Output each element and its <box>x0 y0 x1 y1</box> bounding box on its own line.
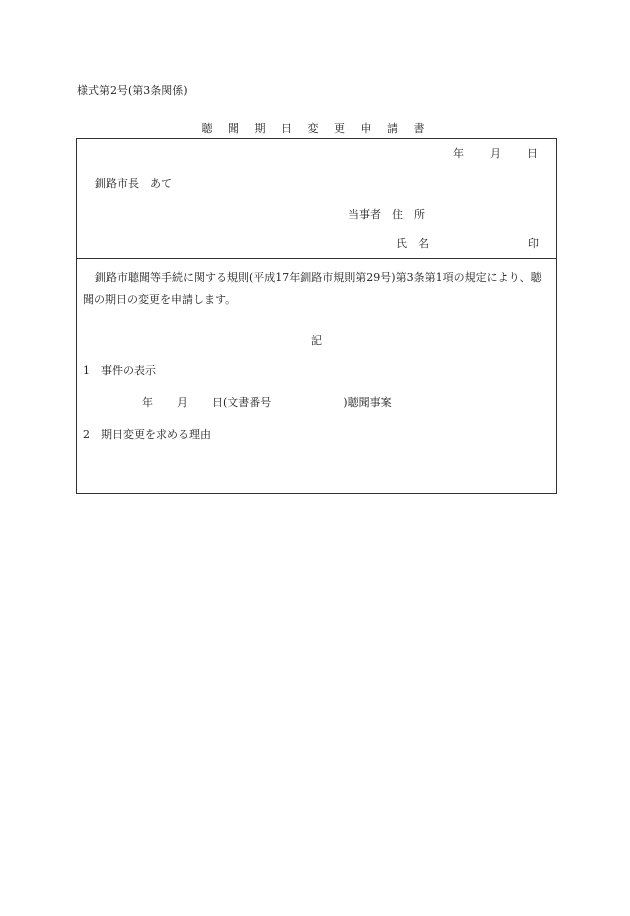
form-number-label: 様式第2号(第3条関係) <box>77 84 188 97</box>
request-body-text: 釧路市聴聞等手続に関する規則(平成17年釧路市規則第29号)第3条第1項の規定により、聴聞の期日の変更を申請します。 <box>83 271 542 306</box>
date-day: 日 <box>527 147 538 160</box>
case-hearing-label: )聴聞事案 <box>343 396 392 409</box>
seal-mark: 印 <box>528 237 539 250</box>
date-year: 年 <box>453 147 464 160</box>
case-reference-line <box>142 396 392 410</box>
ki-heading: 記 <box>311 334 322 347</box>
item-1-case-display: 1 事件の表示 <box>83 364 156 377</box>
item-2-reason: 2 期日変更を求める理由 <box>83 428 211 441</box>
party-name-label: 氏 名 <box>396 237 429 250</box>
case-year: 年 <box>142 396 153 409</box>
applicant-section <box>76 138 557 259</box>
case-day-docno: 日(文書番号 <box>212 396 272 409</box>
party-address-label: 当事者 住 所 <box>348 208 425 221</box>
request-section <box>76 258 557 494</box>
case-month: 月 <box>177 396 188 409</box>
date-line <box>453 147 538 161</box>
date-month: 月 <box>490 147 501 160</box>
addressee: 釧路市長 あて <box>95 177 172 190</box>
document-title: 聴 聞 期 日 変 更 申 請 書 <box>201 122 431 135</box>
